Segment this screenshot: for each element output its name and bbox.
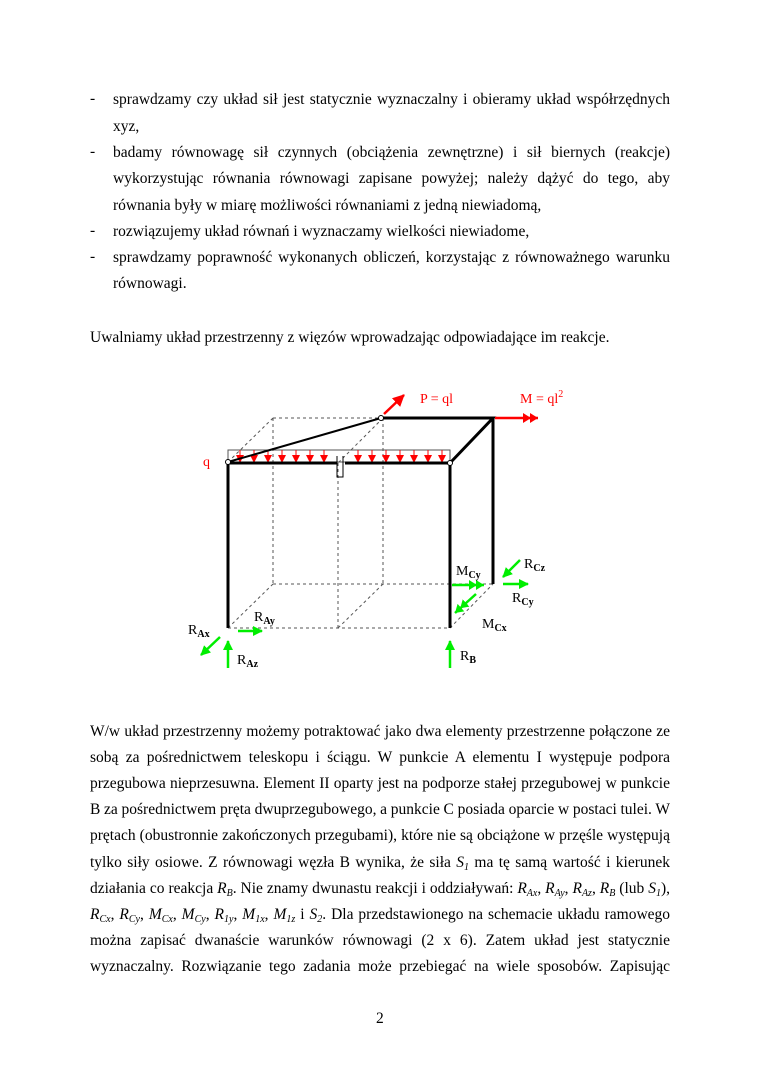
paragraph-line (90, 905, 670, 925)
bullet-line: xyz, (113, 118, 140, 135)
bullet-marker: - (90, 222, 96, 239)
text-run: . Dla przedstawionego na schemacie układu ramowego (322, 905, 671, 923)
text-run: , (205, 905, 215, 923)
text-run: B za pośrednictwem pręta dwuprzegubowego, a punkcie C posiada oparcie w postaci tulei. W (90, 801, 670, 819)
math-symbol: $M_{1x}$ (242, 905, 265, 925)
math-symbol: $S_1$ (648, 879, 661, 899)
math-symbol: $R_{1y}$ (214, 905, 234, 925)
text-run: przegubowa nieprzesuwna. Element II oparty jest na podporze stałej przegubowej w punkcie (90, 775, 670, 793)
rcz-arrow (503, 560, 520, 577)
label-ray: $R_{Ay}$ (254, 610, 275, 627)
load-q-label: q (203, 455, 210, 470)
text-run: ma tę samą wartość i kierunek (469, 853, 670, 871)
math-symbol: $R_B$ (599, 879, 616, 899)
hinge-top (379, 416, 384, 421)
math-symbol: $M_{1z}$ (273, 905, 296, 925)
text-run: można zapisać dwanaście warunków równowagi (2 x 6). Zatem układ jest statycznie (90, 931, 670, 949)
paragraph-line (90, 748, 670, 768)
math-symbol: $M_{Cx}$ (148, 905, 173, 925)
text-run: , (139, 905, 149, 923)
text-run: , (564, 879, 573, 897)
text-run: wyznaczalny. Rozwiązanie tego zadania może przebiegać na wiele sposobów. Zapisując (90, 957, 670, 975)
math-symbol: $S_1$ (456, 853, 470, 873)
text-run: , (233, 905, 243, 923)
text-run: , (172, 905, 182, 923)
paragraph-line (90, 722, 670, 742)
paragraph-line (90, 774, 670, 794)
bullet-line: sprawdzamy poprawność wykonanych obliczeń, korzystając z równoważnego warunku (113, 249, 670, 266)
text-run: , (264, 905, 274, 923)
paragraph-line (90, 853, 670, 873)
bullet-marker: - (90, 143, 96, 160)
text-run: , (591, 879, 600, 897)
bullet-line: badamy równowagę sił czynnych (obciążenia zewnętrzne) i sił biernych (reakcje) (113, 144, 670, 161)
text-run: prętach (obustronnie zakończonych przegubami), które nie są obciążone w przęśle występują (90, 827, 670, 845)
force-p-arrow (384, 395, 404, 414)
text-run: W/w układ przestrzenny możemy potraktować jako dwa elementy przestrzenne połączone ze (90, 723, 670, 740)
text-run: działania co reakcja (90, 879, 218, 897)
bullet-line: równania były w miarę możliwości równaniami z jedną niewiadomą, (113, 197, 542, 214)
label-rcy: $R_{Cy}$ (512, 591, 534, 608)
math-symbol: $M_{Cy}$ (181, 905, 206, 925)
bullet-line: rozwiązujemy układ równań i wyznaczamy wielkości niewiadome, (113, 223, 530, 240)
paragraph-line (90, 957, 670, 977)
label-mcy: $M_{Cy}$ (456, 564, 481, 581)
text-run: sobą za pośrednictwem teleskopu i ściągu. W punkcie A elementu I występuje podpora (90, 749, 670, 767)
math-symbol: $R_{Az}$ (572, 879, 592, 899)
bullet-marker: - (90, 248, 96, 265)
text-run: tylko siły osiowe. Z równowagi węzła B wynika, że siła (90, 853, 457, 871)
mcx-arrow (455, 594, 476, 613)
bullet-line: wykorzystując równania równowagi zapisane powyżej; należy dążyć do tego, aby (113, 170, 670, 187)
math-symbol: $R_B$ (217, 879, 233, 899)
paragraph-line (90, 879, 670, 899)
intro-text: Uwalniamy układ przestrzenny z więzów wprowadzając odpowiadające im reakcje. (90, 329, 610, 346)
text-run: , (537, 879, 546, 897)
paragraph-line (90, 800, 670, 820)
label-raz: $R_{Az}$ (237, 653, 259, 670)
math-symbol: $S_2$ (309, 905, 323, 925)
bullet-marker: - (90, 90, 96, 107)
force-p-label: P = ql (420, 392, 454, 407)
text-run: , (110, 905, 120, 923)
distributed-load-arrows (240, 450, 442, 462)
paragraph-line (90, 931, 670, 951)
math-symbol: $R_{Cy}$ (119, 905, 140, 925)
text-run: . Nie znamy dwunastu reakcji i oddziaływań: (232, 879, 518, 897)
label-mcx: $M_{Cx}$ (482, 617, 507, 634)
text-run: i (295, 905, 310, 923)
text-run: ), (660, 879, 671, 897)
bullet-line: równowagi. (113, 275, 187, 292)
math-symbol: $R_{Cx}$ (90, 905, 111, 925)
label-rax: $R_{Ax}$ (188, 623, 210, 640)
hinge-a (226, 460, 231, 465)
page-number: 2 (376, 1010, 384, 1027)
text-run: (lub (615, 879, 649, 897)
hinge-b (448, 461, 453, 466)
moment-m-label: $M = ql^2$ (520, 389, 564, 407)
label-rcz: $R_{Cz}$ (524, 557, 546, 574)
bullet-line: sprawdzamy czy układ sił jest statycznie wyznaczalny i obieramy układ współrzędnych (113, 91, 670, 108)
math-symbol: $R_{Ay}$ (545, 879, 565, 899)
paragraph-line (90, 826, 670, 846)
label-rb: $R_B$ (460, 649, 477, 666)
math-symbol: $R_{Ax}$ (517, 879, 538, 899)
